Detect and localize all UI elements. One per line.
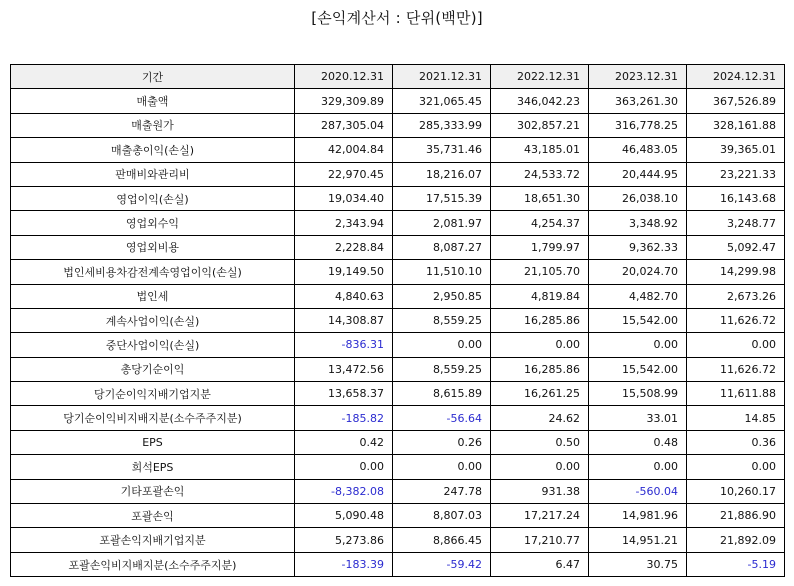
row-value: 24,533.72 <box>491 162 589 186</box>
row-value: 8,866.45 <box>393 528 491 552</box>
row-value: 16,285.86 <box>491 357 589 381</box>
table-row <box>11 406 785 430</box>
row-value: 14.85 <box>687 406 785 430</box>
row-value: 21,105.70 <box>491 260 589 284</box>
row-value: 11,626.72 <box>687 357 785 381</box>
row-value: 0.50 <box>491 430 589 454</box>
row-value: 24.62 <box>491 406 589 430</box>
row-label: 기타포괄손익 <box>11 479 295 503</box>
row-label: 포괄손익 <box>11 504 295 528</box>
table-body <box>11 89 785 577</box>
row-value: 8,087.27 <box>393 235 491 259</box>
row-value: 3,248.77 <box>687 211 785 235</box>
table-row <box>11 186 785 210</box>
row-value: 16,285.86 <box>491 308 589 332</box>
table-row <box>11 552 785 576</box>
row-value: 42,004.84 <box>295 138 393 162</box>
row-value: 0.00 <box>295 455 393 479</box>
row-value: 14,951.21 <box>589 528 687 552</box>
row-value: 2,228.84 <box>295 235 393 259</box>
header-year: 2024.12.31 <box>687 65 785 89</box>
table-row <box>11 382 785 406</box>
row-value: 8,559.25 <box>393 308 491 332</box>
row-value: 328,161.88 <box>687 113 785 137</box>
row-value: -183.39 <box>295 552 393 576</box>
row-label: 매출원가 <box>11 113 295 137</box>
row-value: 14,299.98 <box>687 260 785 284</box>
row-value: 11,626.72 <box>687 308 785 332</box>
row-value: 16,143.68 <box>687 186 785 210</box>
row-label: 법인세 <box>11 284 295 308</box>
row-label: 계속사업이익(손실) <box>11 308 295 332</box>
row-value: 8,559.25 <box>393 357 491 381</box>
row-value: 346,042.23 <box>491 89 589 113</box>
row-value: 4,840.63 <box>295 284 393 308</box>
row-value: 19,149.50 <box>295 260 393 284</box>
row-value: 22,970.45 <box>295 162 393 186</box>
row-value: 26,038.10 <box>589 186 687 210</box>
row-value: 14,981.96 <box>589 504 687 528</box>
row-value: 17,515.39 <box>393 186 491 210</box>
table-row <box>11 138 785 162</box>
row-label: 법인세비용차감전계속영업이익(손실) <box>11 260 295 284</box>
header-year: 2021.12.31 <box>393 65 491 89</box>
row-value: 4,482.70 <box>589 284 687 308</box>
row-value: 0.00 <box>687 333 785 357</box>
row-value: -560.04 <box>589 479 687 503</box>
row-value: 0.26 <box>393 430 491 454</box>
row-value: 15,508.99 <box>589 382 687 406</box>
row-label: 영업이익(손실) <box>11 186 295 210</box>
table-row <box>11 162 785 186</box>
row-value: 2,343.94 <box>295 211 393 235</box>
row-label: 포괄손익지배기업지분 <box>11 528 295 552</box>
header-year: 2020.12.31 <box>295 65 393 89</box>
table-row <box>11 284 785 308</box>
row-value: 14,308.87 <box>295 308 393 332</box>
row-value: 0.00 <box>393 455 491 479</box>
row-value: 11,611.88 <box>687 382 785 406</box>
row-value: 39,365.01 <box>687 138 785 162</box>
row-value: 46,483.05 <box>589 138 687 162</box>
row-value: 0.00 <box>589 455 687 479</box>
header-period: 기간 <box>11 65 295 89</box>
row-value: 15,542.00 <box>589 308 687 332</box>
row-value: 16,261.25 <box>491 382 589 406</box>
page-title: [손익계산서 : 단위(백만)] <box>311 9 483 27</box>
table-row <box>11 430 785 454</box>
row-label: 영업외비용 <box>11 235 295 259</box>
row-value: 287,305.04 <box>295 113 393 137</box>
row-value: 0.42 <box>295 430 393 454</box>
row-value: 8,615.89 <box>393 382 491 406</box>
row-value: 21,892.09 <box>687 528 785 552</box>
row-value: 0.00 <box>589 333 687 357</box>
row-value: 367,526.89 <box>687 89 785 113</box>
row-label: 영업외수익 <box>11 211 295 235</box>
row-value: 21,886.90 <box>687 504 785 528</box>
table-row <box>11 308 785 332</box>
row-value: 35,731.46 <box>393 138 491 162</box>
row-value: 4,254.37 <box>491 211 589 235</box>
income-statement-table <box>10 64 785 577</box>
row-value: 0.36 <box>687 430 785 454</box>
row-value: 5,273.86 <box>295 528 393 552</box>
row-value: 20,024.70 <box>589 260 687 284</box>
row-value: 2,950.85 <box>393 284 491 308</box>
row-value: -8,382.08 <box>295 479 393 503</box>
header-year: 2023.12.31 <box>589 65 687 89</box>
row-value: 0.00 <box>491 455 589 479</box>
table-row <box>11 357 785 381</box>
table-header-row <box>11 65 785 89</box>
row-value: 33.01 <box>589 406 687 430</box>
row-value: 2,081.97 <box>393 211 491 235</box>
row-label: 판매비와관리비 <box>11 162 295 186</box>
row-label: EPS <box>11 430 295 454</box>
row-value: 4,819.84 <box>491 284 589 308</box>
row-value: -836.31 <box>295 333 393 357</box>
row-value: 316,778.25 <box>589 113 687 137</box>
row-value: 247.78 <box>393 479 491 503</box>
row-value: 18,216.07 <box>393 162 491 186</box>
table-row <box>11 235 785 259</box>
row-value: -56.64 <box>393 406 491 430</box>
table-row <box>11 89 785 113</box>
row-value: 15,542.00 <box>589 357 687 381</box>
table-row <box>11 113 785 137</box>
row-value: 302,857.21 <box>491 113 589 137</box>
row-label: 포괄손익비지배지분(소수주주지분) <box>11 552 295 576</box>
table-row <box>11 260 785 284</box>
row-value: -5.19 <box>687 552 785 576</box>
row-value: 9,362.33 <box>589 235 687 259</box>
row-label: 희석EPS <box>11 455 295 479</box>
row-label: 매출액 <box>11 89 295 113</box>
row-value: 5,090.48 <box>295 504 393 528</box>
row-value: 17,210.77 <box>491 528 589 552</box>
row-value: 6.47 <box>491 552 589 576</box>
row-label: 중단사업이익(손실) <box>11 333 295 357</box>
row-value: 18,651.30 <box>491 186 589 210</box>
row-value: 13,472.56 <box>295 357 393 381</box>
header-year: 2022.12.31 <box>491 65 589 89</box>
row-label: 매출총이익(손실) <box>11 138 295 162</box>
row-value: 285,333.99 <box>393 113 491 137</box>
row-value: 321,065.45 <box>393 89 491 113</box>
row-value: 0.00 <box>393 333 491 357</box>
row-value: 43,185.01 <box>491 138 589 162</box>
table-row <box>11 504 785 528</box>
row-value: 23,221.33 <box>687 162 785 186</box>
row-value: 11,510.10 <box>393 260 491 284</box>
row-value: 13,658.37 <box>295 382 393 406</box>
row-value: 1,799.97 <box>491 235 589 259</box>
row-value: 329,309.89 <box>295 89 393 113</box>
table-row <box>11 528 785 552</box>
row-label: 당기순이익지배기업지분 <box>11 382 295 406</box>
table-row <box>11 479 785 503</box>
row-value: 363,261.30 <box>589 89 687 113</box>
row-value: 8,807.03 <box>393 504 491 528</box>
row-value: 19,034.40 <box>295 186 393 210</box>
row-value: 2,673.26 <box>687 284 785 308</box>
row-value: 0.00 <box>491 333 589 357</box>
row-value: 17,217.24 <box>491 504 589 528</box>
table-row <box>11 211 785 235</box>
row-value: -185.82 <box>295 406 393 430</box>
row-value: 3,348.92 <box>589 211 687 235</box>
row-value: 0.00 <box>687 455 785 479</box>
row-value: 30.75 <box>589 552 687 576</box>
table-row <box>11 455 785 479</box>
row-value: 0.48 <box>589 430 687 454</box>
row-value: 20,444.95 <box>589 162 687 186</box>
row-label: 당기순이익비지배지분(소수주주지분) <box>11 406 295 430</box>
row-value: 10,260.17 <box>687 479 785 503</box>
row-value: 931.38 <box>491 479 589 503</box>
row-value: -59.42 <box>393 552 491 576</box>
row-value: 5,092.47 <box>687 235 785 259</box>
table-row <box>11 333 785 357</box>
row-label: 총당기순이익 <box>11 357 295 381</box>
